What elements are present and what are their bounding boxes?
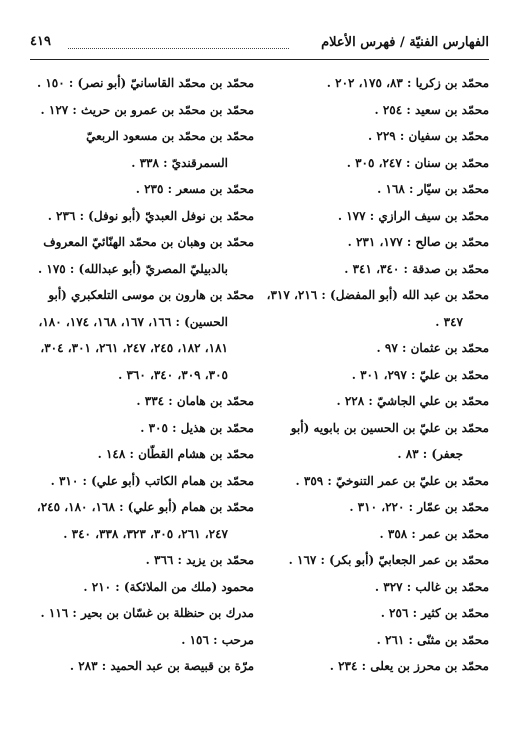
index-entry: محمّد بن عبد الله (أبو المفضل) : ٢١٦، ٣١٧،	[266, 288, 489, 302]
index-entry: محمّد بن همام (أبو علي) : ١٦٨، ١٨٠، ٢٤٥،	[36, 500, 254, 514]
index-entry-continuation: ٣٤٧ .	[435, 314, 463, 329]
index-entry: محمّد بن همام الكاتب (أبو علي) : ٣١٠ .	[50, 473, 254, 488]
index-entry-continuation: بالدبيليّ المصريّ (أبو عبدالله) : ١٧٥ .	[38, 261, 228, 276]
index-entry: محمّد بن هارون بن موسى التلعكبري (أبو	[48, 288, 254, 302]
index-entry: محمّد بن سنان : ٢٤٧، ٣٠٥ .	[346, 155, 489, 170]
index-entry: محمّد بن هذيل : ٣٠٥ .	[140, 420, 254, 435]
page-header	[30, 33, 489, 60]
index-entry-continuation: السمرقنديّ : ٣٣٨ .	[131, 155, 228, 170]
index-entry: محمّد بن محمّد بن عمرو بن حريث : ١٢٧ .	[40, 102, 254, 117]
index-entry: محمّد بن هامان : ٣٣٤ .	[136, 394, 254, 408]
index-entry: محمّد بن محمّد القاسانيّ (أبو نصر) : ١٥٠ .	[36, 76, 254, 90]
index-entry: محمّد بن عمر : ٣٥٨ .	[379, 526, 489, 541]
index-entry: محمّد بن عليّ بن عمر التنوخيّ : ٣٥٩ .	[295, 473, 489, 488]
index-entry: محمّد بن نوفل العبديّ (أبو نوفل) : ٢٣٦ .	[47, 208, 254, 223]
running-title: الفهارس الفنيّة / فهرس الأعلام	[321, 35, 489, 50]
index-entry: محمّد بن صالح : ١٧٧، ٢٣١ .	[347, 235, 489, 249]
index-entry-continuation: جعفر) : ٨٣ .	[397, 447, 463, 461]
index-column-left	[29, 70, 254, 680]
index-entry: محمّد بن كثير : ٢٥٦ .	[380, 606, 489, 620]
header-leader-dots	[68, 48, 289, 49]
index-entry: محمّد بن عمر الجعابيّ (أبو بكر) : ١٦٧ .	[288, 553, 489, 567]
index-entry: محمّد بن سعيد : ٢٥٤ .	[374, 102, 489, 117]
index-entry: محمّد بن محمّد بن مسعود الربعيّ	[86, 129, 254, 143]
index-entry: محمّد بن غالب : ٣٢٧ .	[374, 579, 489, 594]
index-entry: محمّد بن يزيد : ٣٦٦ .	[145, 553, 254, 567]
index-entry: محمّد بن عليّ : ٢٩٧، ٣٠١ .	[351, 367, 489, 382]
index-entry: محمّد بن عمّار : ٢٢٠، ٣١٠ .	[349, 500, 489, 514]
index-entry: محمّد بن مثنّى : ٢٦١ .	[376, 632, 489, 647]
page-number: ٤١٩	[30, 34, 51, 49]
index-entry: محمّد بن عليّ بن الحسين بن بابويه (أبو	[290, 420, 489, 435]
index-entry: محمّد بن سيّار : ١٦٨ .	[377, 182, 489, 196]
index-entry-continuation: ١٨١، ١٨٢، ٢٤٥، ٢٤٧، ٢٦١، ٣٠١، ٣٠٤،	[40, 341, 228, 355]
index-entry: محمود (ملك من الملائكة) : ٢١٠ .	[83, 579, 254, 594]
index-entry: محمّد بن سفيان : ٢٢٩ .	[368, 129, 489, 143]
index-entry-continuation: الحسين) : ١٦٦، ١٦٧، ١٦٨، ١٧٤، ١٨٠،	[38, 314, 228, 329]
index-entry: محمّد بن علي الجاشيّ : ٢٢٨ .	[336, 394, 489, 408]
index-entry: محمّد بن صدقة : ٣٤٠، ٣٤١ .	[344, 261, 489, 276]
index-entry: محمّد بن مسعر : ٢٣٥ .	[135, 182, 254, 196]
index-entry: مدرك بن حنظلة بن غسّان بن بحير : ١١٦ .	[40, 606, 254, 620]
index-entry: محمّد بن محرز بن يعلى : ٢٣٤ .	[329, 659, 489, 673]
index-entry: محمّد بن هشام القطّان : ١٤٨ .	[97, 447, 254, 461]
index-entry: محمّد بن زكريا : ٨٣، ١٧٥، ٢٠٢ .	[326, 76, 489, 90]
index-entry: مرّة بن قبيصة بن عبد الحميد : ٢٨٣ .	[69, 659, 254, 673]
index-entry-continuation: ٣٠٥، ٣٠٩، ٣٤٠، ٣٦٠ .	[118, 367, 228, 382]
index-entry: محمّد بن سيف الرازي : ١٧٧ .	[337, 208, 489, 223]
index-column-right	[264, 70, 489, 680]
index-entry: مرحب : ١٥٦ .	[181, 632, 254, 647]
index-entry-continuation: ٢٤٧، ٢٦١، ٣٠٥، ٣٢٣، ٣٣٨، ٣٤٠ .	[63, 526, 228, 541]
index-entry: محمّد بن وهبان بن محمّد الهنّائيّ المعروف	[43, 235, 254, 249]
index-entry: محمّد بن عثمان : ٩٧ .	[376, 341, 489, 355]
